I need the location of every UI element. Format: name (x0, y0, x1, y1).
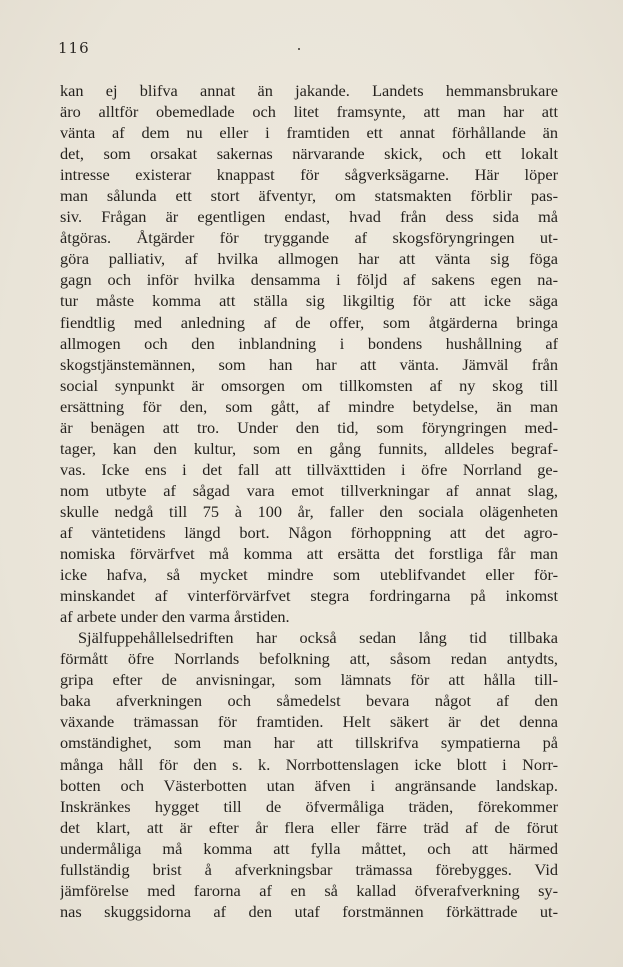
text-line: kan ej blifva annat än jakande. Landets hemmansbrukare (60, 81, 558, 100)
text-line: nas skuggsidorna af den utaf forstmännen förkättrade ut- (60, 901, 558, 921)
body-text (60, 80, 558, 922)
text-line: tager, kan den kultur, som en gång funnits, alldeles begraf- (60, 438, 558, 458)
text-line: icke hafva, så mycket mindre som uteblifvandet eller för- (60, 565, 558, 585)
text-line: Själfuppehållelsedriften har också sedan lång tid tillbaka (78, 628, 558, 648)
text-line: skogstjänstemännen, som han har att vänta. Jämväl från (60, 354, 558, 374)
text-line: af arbete under den varma årstiden. (60, 607, 290, 627)
ink-speck (298, 48, 300, 50)
text-line: vänta af dem nu eller i framtiden ett annat förhållande än (60, 123, 558, 143)
text-line: minskandet af vinterförvärfvet stegra fordringarna på inkomst (60, 586, 558, 606)
text-line: baka afverkningen och såmedelst bevara något af den (60, 691, 558, 711)
text-line: ersättning för den, som gått, af mindre betydelse, än man (60, 396, 558, 416)
text-line: allmogen och den inblandning i bondens hushållning af (60, 333, 558, 353)
text-line: växande trämassan för framtiden. Helt säkert är det denna (60, 712, 558, 732)
text-line: undermåliga må komma att fylla måttet, och att härmed (60, 838, 558, 858)
text-line: det klart, att är efter år flera eller färre träd af de förut (60, 817, 558, 837)
text-line: man sålunda ett stort äfventyr, om statsmakten förblir pas- (60, 186, 558, 206)
text-line: nom utbyte af sågad vara emot tillverkningar af annat slag, (60, 480, 558, 500)
text-line: förmått öfre Norrlands befolkning att, såsom redan antydts, (60, 649, 558, 669)
text-line: omständighet, som man har att tillskrifva sympatierna på (60, 733, 558, 753)
text-line: social synpunkt är omsorgen om tillkomsten af ny skog till (60, 375, 558, 395)
text-line: fullständig brist å afverkningsbar trämassa förebygges. Vid (60, 859, 558, 879)
text-line: gripa efter de anvisningar, som lämnats för att hålla till- (60, 670, 558, 690)
text-line: nomiska förvärfvet må komma att ersätta det forstliga får man (60, 544, 558, 564)
text-line: tur måste komma att ställa sig likgiltig för att icke säga (60, 291, 558, 311)
text-line: Inskränkes hygget till de öfvermåliga träden, förekommer (60, 796, 558, 816)
text-line: fiendtlig med anledning af de offer, som åtgärderna bringa (60, 312, 558, 332)
text-line: botten och Västerbotten utan äfven i angränsande landskap. (60, 775, 558, 795)
text-line: intresse existerar knappast för sågverksägarne. Här löper (60, 165, 558, 185)
text-line: många håll för den s. k. Norrbottenslagen icke blott i Norr- (60, 754, 558, 774)
text-line: det, som orsakat sakernas närvarande skick, och ett lokalt (60, 144, 558, 164)
text-line: är benägen att tro. Under den tid, som föryngringen med- (60, 417, 558, 437)
text-line: siv. Frågan är egentligen endast, hvad från dess sida må (60, 207, 558, 227)
text-line: jämförelse med farorna af en så kallad öfverafverkning sy- (60, 880, 558, 900)
text-line: äro alltför obemedlade och litet framsynte, att man har att (60, 102, 558, 122)
text-line: af väntetidens längd bort. Någon förhoppning att det agro- (60, 522, 558, 542)
text-line: gagn och inför hvilka densamma i följd af sakens egen na- (60, 270, 558, 290)
page-number: 116 (58, 39, 90, 57)
text-line: skulle nedgå till 75 à 100 år, faller den sociala olägenheten (60, 501, 558, 521)
text-line: vas. Icke ens i det fall att tillväxttiden i öfre Norrland ge- (60, 459, 558, 479)
text-line: göra palliativ, af hvilka allmogen har att vänta sig föga (60, 249, 558, 269)
text-line: åtgöras. Åtgärder för tryggande af skogsföryngringen ut- (60, 228, 558, 248)
